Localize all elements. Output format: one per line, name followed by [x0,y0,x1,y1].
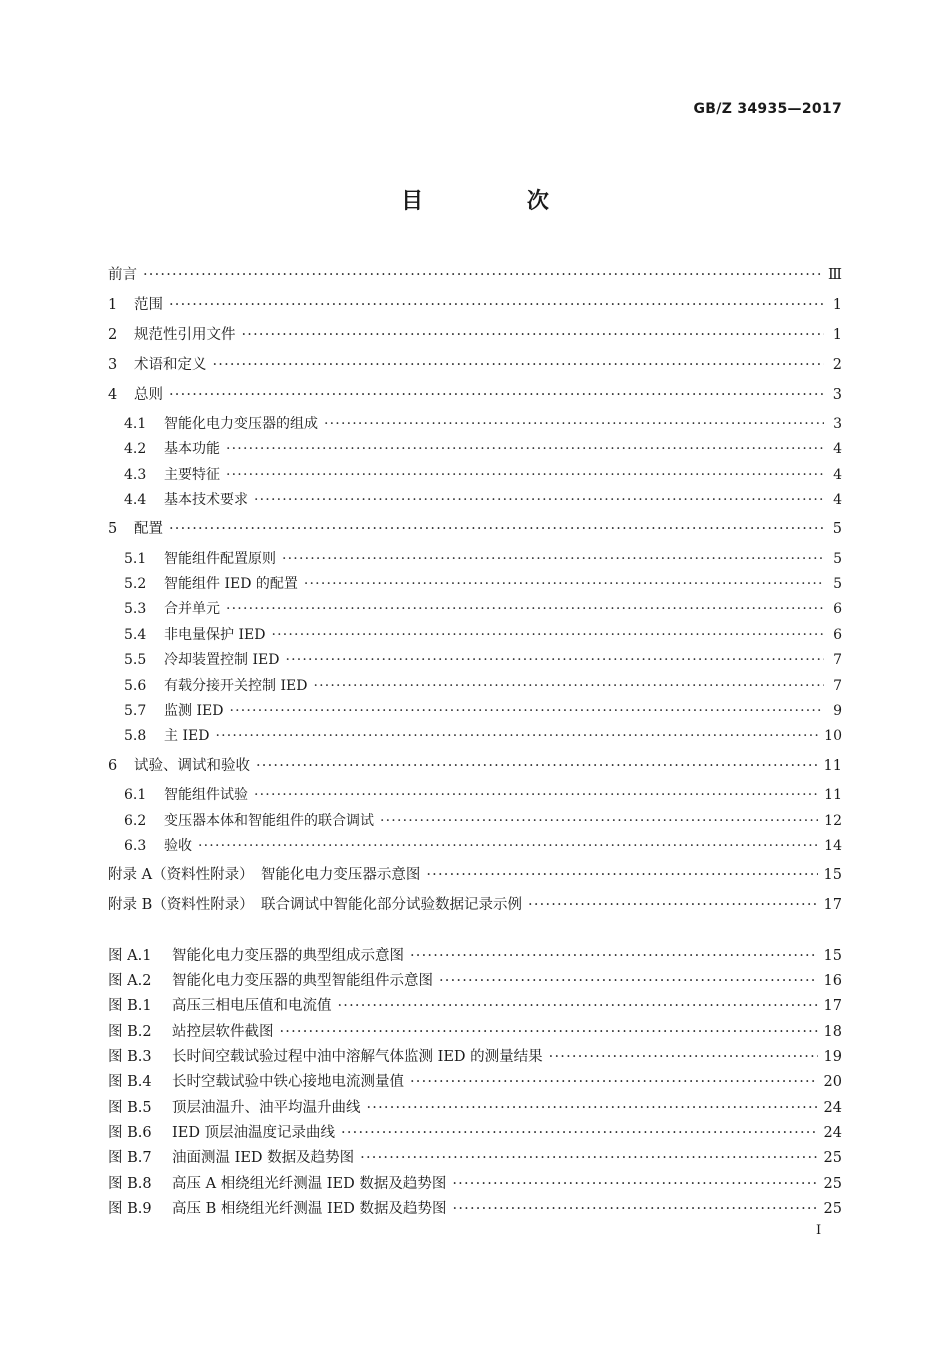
leader-dots [380,810,818,832]
figure-entry-page: 15 [823,948,842,964]
toc-entry[interactable] [108,675,842,697]
toc-entry-page: 1 [832,327,842,343]
toc-entry-page: 6 [833,627,842,643]
leader-dots [242,324,825,346]
toc-entry[interactable] [108,700,842,722]
toc-entry-number: 6.3 [124,838,147,854]
leader-dots [528,894,818,916]
standard-code: GB/Z 34935—2017 [693,101,842,117]
toc-entry[interactable] [108,894,842,916]
leader-dots [169,294,824,316]
leader-dots [410,1071,818,1093]
leader-dots [254,489,824,511]
figure-entry-number: 图 B.3 [108,1049,152,1065]
figure-entry[interactable] [108,1021,842,1043]
figure-entry-number: 图 A.1 [108,948,152,964]
toc-entry-number: 4.1 [124,416,147,432]
toc-entry-page: Ⅲ [828,267,842,283]
toc-entry[interactable] [108,518,842,540]
toc-entry-title: 基本技术要求 [164,492,248,508]
toc-entry-title: 非电量保护 IED [164,627,266,643]
toc-entry-number: 附录 B [108,897,153,913]
figure-entry-title: 智能化电力变压器的典型智能组件示意图 [172,973,433,989]
figure-entry-page: 19 [823,1049,842,1065]
leader-dots [169,384,824,406]
leader-dots [215,725,818,747]
leader-dots [426,864,817,886]
toc-entry[interactable] [108,413,842,435]
figure-entry-title: IED 顶层油温度记录曲线 [172,1125,336,1141]
leader-dots [439,970,818,992]
toc-entry-number: 5 [108,521,118,537]
toc-entry-page: 1 [832,297,842,313]
figure-entry-title: 高压三相电压值和电流值 [172,998,332,1014]
toc-entry[interactable] [108,864,842,886]
leader-dots [313,675,824,697]
toc-entry-page: 9 [833,703,842,719]
toc-entry-page: 5 [833,576,842,592]
figure-entry-number: 图 B.9 [108,1201,152,1217]
toc-entry-page: 15 [823,867,842,883]
toc-entry-number: 4.4 [124,492,147,508]
leader-dots [453,1198,818,1220]
toc-entry-page: 4 [833,441,842,457]
figure-entry-number: 图 B.1 [108,998,152,1014]
figure-entry[interactable] [108,995,842,1017]
figure-entry[interactable] [108,970,842,992]
figure-entry-number: 图 B.8 [108,1176,152,1192]
figure-entry-number: 图 B.2 [108,1024,152,1040]
figure-entry-title: 高压 A 相绕组光纤测温 IED 数据及趋势图 [172,1176,447,1192]
toc-entry-title: 有载分接开关控制 IED [164,678,308,694]
leader-dots [367,1097,818,1119]
leader-dots [324,413,824,435]
toc-entry-title: （资料性附录） 智能化电力变压器示意图 [152,867,421,883]
toc-entry-page: 4 [833,492,842,508]
toc-entry[interactable] [108,489,842,511]
toc-entry[interactable] [108,624,842,646]
toc-entry[interactable] [108,548,842,570]
figure-entry[interactable] [108,1097,842,1119]
toc-entry-title: 主要特征 [164,467,220,483]
toc-entry-title: 基本功能 [164,441,220,457]
toc-entry-number: 5.1 [124,551,147,567]
toc-entry-page: 17 [823,897,842,913]
leader-dots [226,438,824,460]
toc-entry-page: 6 [833,601,842,617]
toc-entry-page: 12 [824,813,842,829]
toc-entry-page: 14 [824,838,842,854]
toc-entry[interactable] [108,755,842,777]
figure-entry[interactable] [108,1198,842,1220]
leader-dots [280,1021,818,1043]
toc-entry-number: 5.3 [124,601,147,617]
toc-entry[interactable] [108,464,842,486]
figure-entry-page: 25 [823,1150,842,1166]
leader-dots [256,755,818,777]
toc-entry-title: 总则 [134,387,163,403]
figure-entry[interactable] [108,1071,842,1093]
figure-entry-number: 图 B.5 [108,1100,152,1116]
toc-entry[interactable] [108,598,842,620]
toc-entry[interactable] [108,324,842,346]
figure-entry-page: 20 [823,1074,842,1090]
figure-entry-page: 24 [823,1125,842,1141]
leader-dots [254,784,818,806]
toc-entry-page: 3 [832,387,842,403]
toc-entry[interactable] [108,438,842,460]
toc-entry-number: 1 [108,297,118,313]
figure-entry-title: 智能化电力变压器的典型组成示意图 [172,948,404,964]
toc-entry-title: 智能组件配置原则 [164,551,276,567]
figure-entry[interactable] [108,1173,842,1195]
toc-entry-number: 6.1 [124,787,147,803]
leader-dots [285,649,824,671]
leader-dots [143,264,822,286]
toc-entry-title: 验收 [164,838,192,854]
toc-entry-title: 合并单元 [164,601,220,617]
toc-entry-page: 5 [833,551,842,567]
toc-entry-title: 智能组件 IED 的配置 [164,576,298,592]
toc-entry[interactable] [108,810,842,832]
toc-entry-page: 11 [824,787,842,803]
toc-entry-title: （资料性附录） 联合调试中智能化部分试验数据记录示例 [152,897,523,913]
toc-entry-number: 5.6 [124,678,147,694]
leader-dots [226,464,824,486]
toc-entry-number: 5.4 [124,627,147,643]
toc-entry[interactable] [108,294,842,316]
figure-entry[interactable] [108,1147,842,1169]
toc-entry-title: 智能组件试验 [164,787,248,803]
toc-entry-page: 2 [832,357,842,373]
toc-entry[interactable] [108,835,842,857]
figure-entry-number: 图 A.2 [108,973,152,989]
leader-dots [360,1147,817,1169]
figure-entry-page: 25 [823,1201,842,1217]
toc-entry-title: 配置 [134,521,163,537]
figure-entry-page: 24 [823,1100,842,1116]
toc-entry-number: 5.5 [124,652,147,668]
toc-entry-number: 4.3 [124,467,147,483]
figure-entry-number: 图 B.7 [108,1150,152,1166]
figure-entry-page: 18 [823,1024,842,1040]
toc-entry-title: 变压器本体和智能组件的联合调试 [164,813,374,829]
leader-dots [282,548,824,570]
figure-entry[interactable] [108,1122,842,1144]
toc-entry-page: 11 [823,758,842,774]
figure-entry-page: 25 [823,1176,842,1192]
leader-dots [198,835,818,857]
toc-entry-number: 3 [108,357,118,373]
toc-entry-title: 监测 IED [164,703,224,719]
toc-entry[interactable] [108,649,842,671]
leader-dots [304,573,824,595]
figure-entry-number: 图 B.6 [108,1125,152,1141]
toc-entry-title: 范围 [134,297,163,313]
leader-dots [271,624,824,646]
toc-entry-title: 主 IED [164,728,210,744]
figure-entry-title: 长时间空载试验过程中油中溶解气体监测 IED 的测量结果 [172,1049,543,1065]
toc-entry-number: 6 [108,758,118,774]
toc-entry-title: 试验、调试和验收 [134,758,250,774]
toc-entry-title: 术语和定义 [134,357,207,373]
toc-entry[interactable] [108,725,842,747]
leader-dots [341,1122,818,1144]
toc-entry-page: 3 [833,416,842,432]
toc-entry[interactable] [108,384,842,406]
figure-entry-title: 顶层油温升、油平均温升曲线 [172,1100,361,1116]
leader-dots [169,518,824,540]
toc-entry-page: 10 [824,728,842,744]
toc-entry-number: 4.2 [124,441,147,457]
toc-entry-title: 前言 [108,267,137,283]
toc-entry-number: 附录 A [108,867,153,883]
toc-entry-number: 6.2 [124,813,147,829]
toc-entry-number: 5.2 [124,576,147,592]
figure-entry[interactable] [108,945,842,967]
figure-entry-title: 长时空载试验中铁心接地电流测量值 [172,1074,404,1090]
toc-entry[interactable] [108,264,842,286]
figure-entry-number: 图 B.4 [108,1074,152,1090]
toc-entry-page: 7 [833,678,842,694]
toc-entry-page: 5 [832,521,842,537]
leader-dots [410,945,818,967]
toc-entry-page: 4 [833,467,842,483]
leader-dots [549,1046,818,1068]
figure-entry-title: 油面测温 IED 数据及趋势图 [172,1150,355,1166]
leader-dots [213,354,825,376]
leader-dots [452,1173,817,1195]
toc-entry[interactable] [108,573,842,595]
toc-entry-number: 2 [108,327,118,343]
page-title: 目 次 [401,189,597,214]
toc-entry-number: 5.8 [124,728,147,744]
figure-entry-title: 站控层软件截图 [172,1024,274,1040]
figure-entry-title: 高压 B 相绕组光纤测温 IED 数据及趋势图 [172,1201,447,1217]
toc-entry[interactable] [108,784,842,806]
figure-entry[interactable] [108,1046,842,1068]
toc-entry-page: 7 [833,652,842,668]
toc-entry-number: 4 [108,387,118,403]
figure-entry-page: 16 [823,973,842,989]
toc-entry-title: 规范性引用文件 [134,327,236,343]
toc-entry[interactable] [108,354,842,376]
page-number: Ⅰ [816,1223,822,1238]
leader-dots [338,995,818,1017]
figure-entry-page: 17 [823,998,842,1014]
toc-entry-number: 5.7 [124,703,147,719]
leader-dots [229,700,824,722]
toc-entry-title: 智能化电力变压器的组成 [164,416,318,432]
leader-dots [226,598,824,620]
toc-entry-title: 冷却装置控制 IED [164,652,280,668]
